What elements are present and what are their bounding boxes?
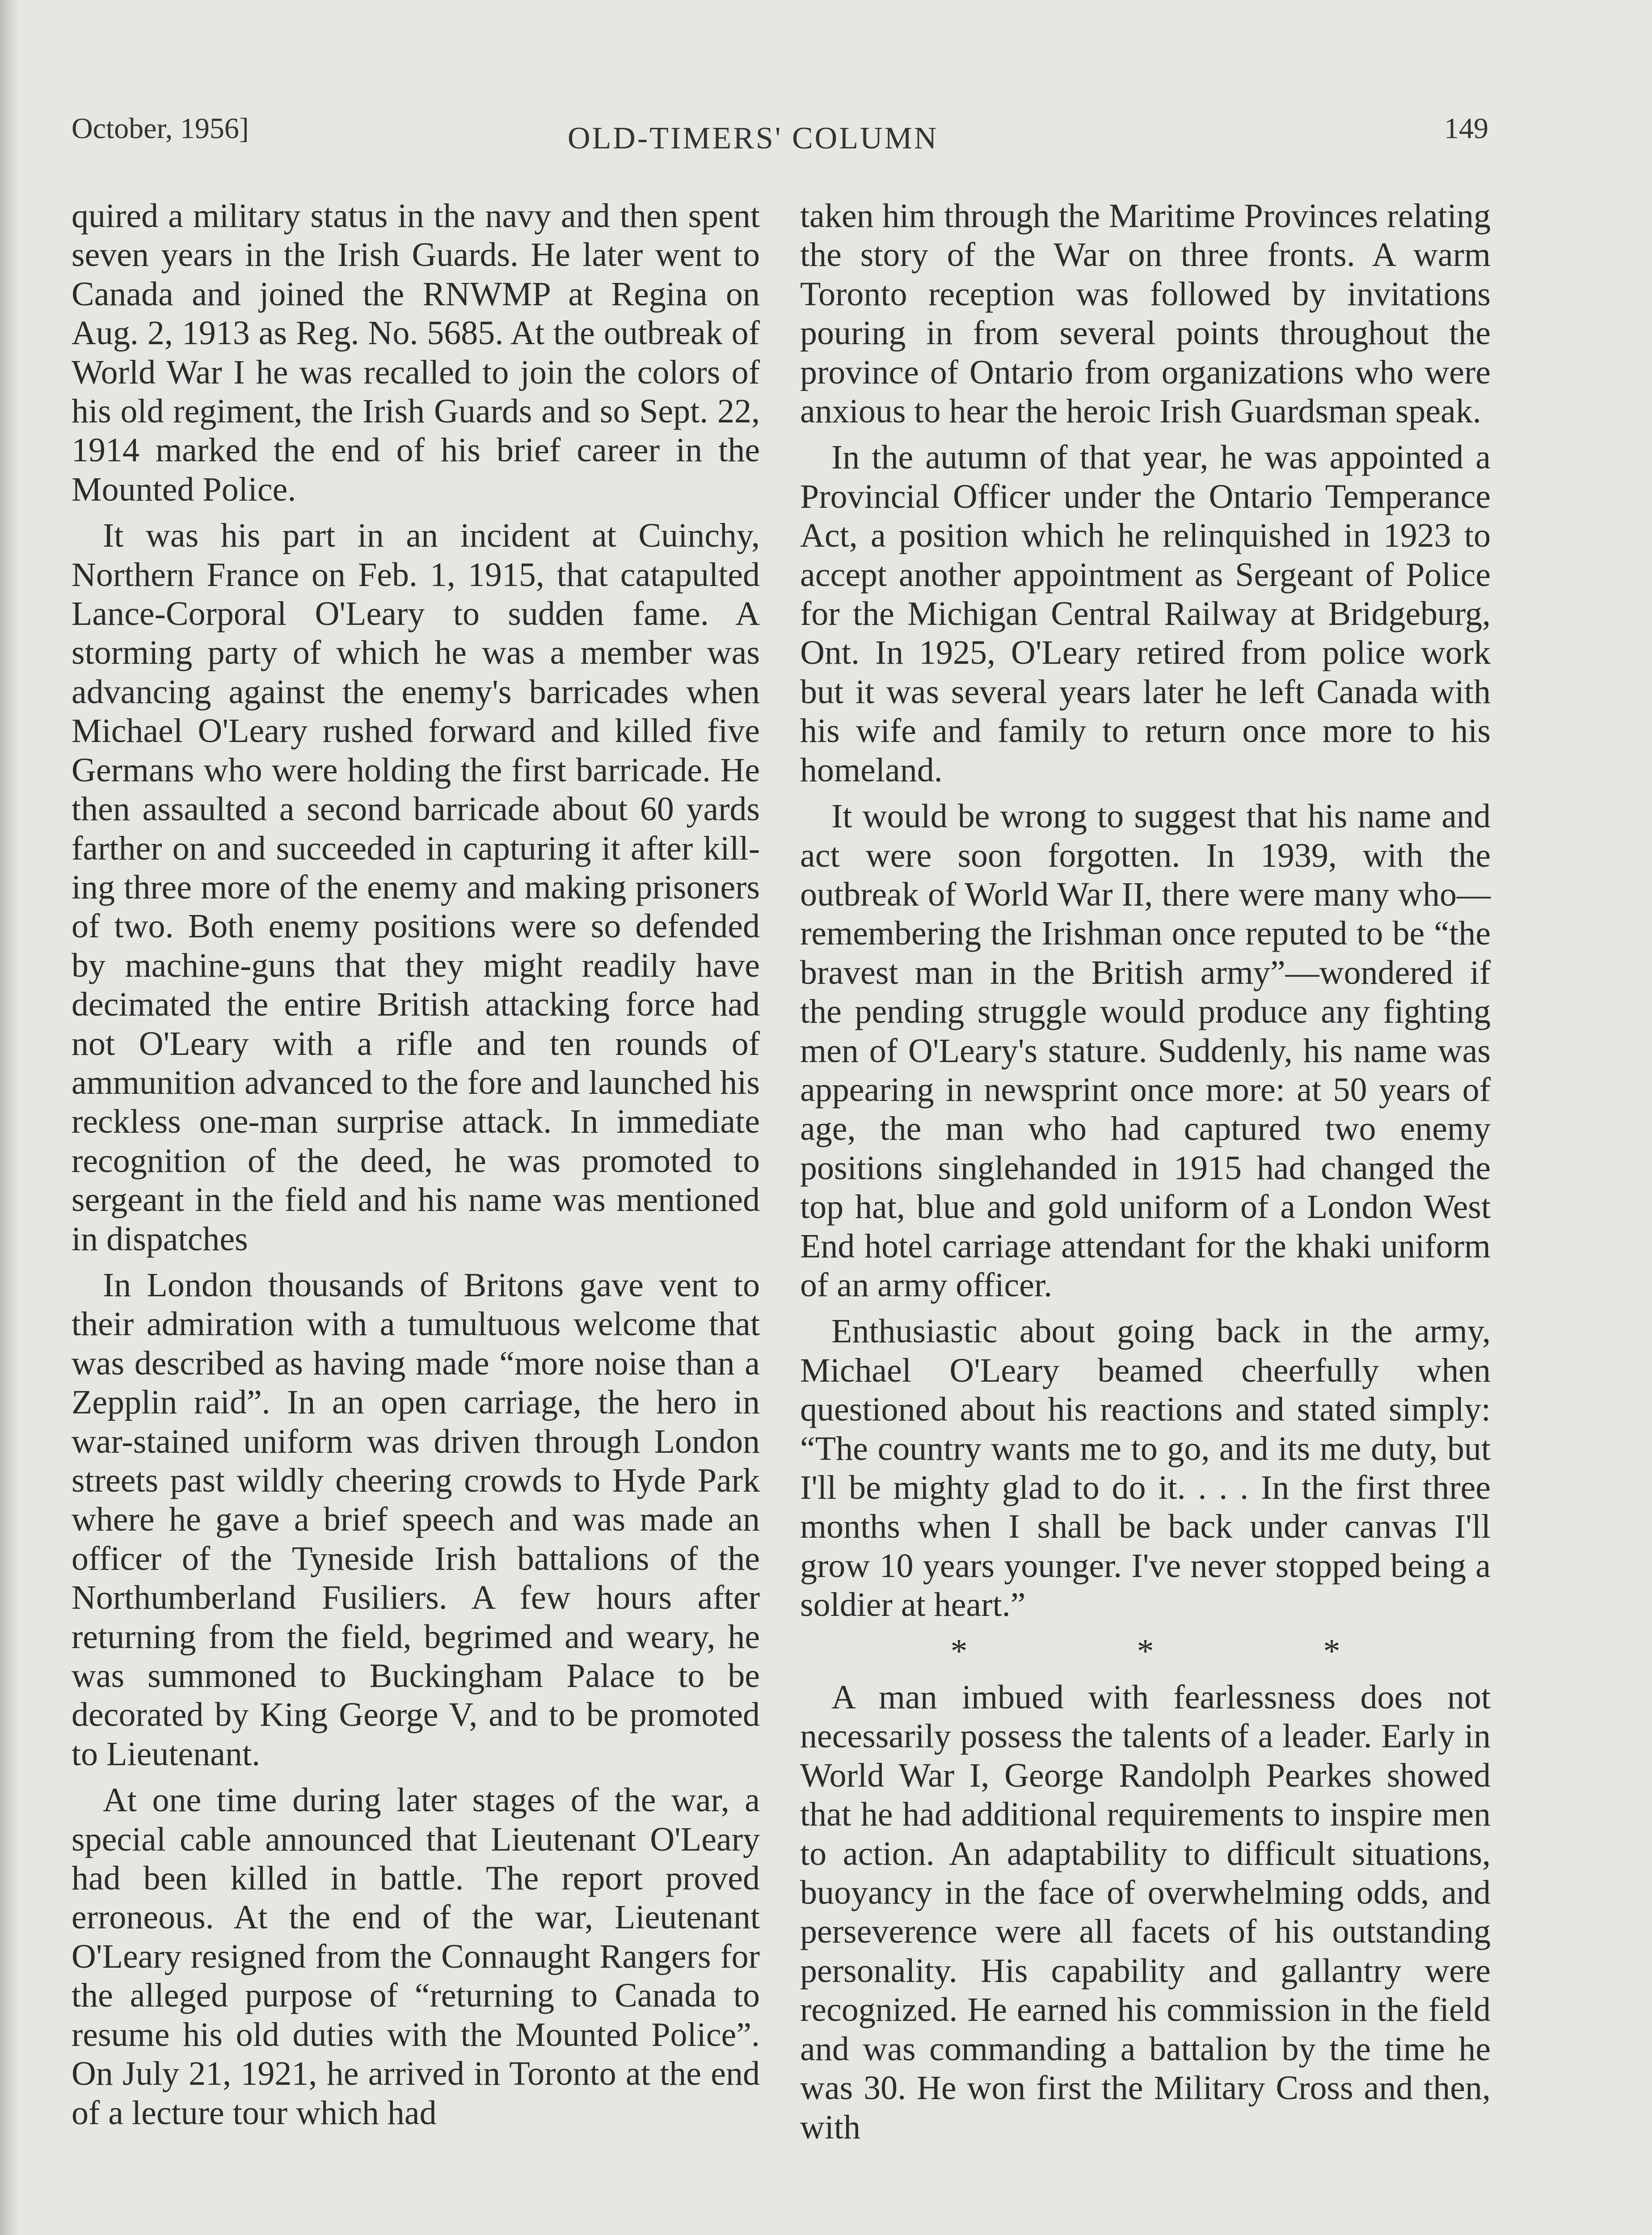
paragraph: It was his part in an incident at Cuinchy, Northern France on Feb. 1, 1915, that catapulted Lance-Corporal O'Leary to sudden fame. A storming party of which he was a member was advancing against the enemy's barricades when Michael O'Leary rushed forward and killed five Germans who were holding the first barricade. He then assaulted a second barricade about 60 yards farther on and succeeded in capturing it after killing three more of the enemy and making prisoners of two. Both enemy positions were so defended by machine-guns that they might readily have decimated the entire British attacking force had not O'Leary with a rifle and ten rounds of ammunition advanced to the fore and launched his reckless one-man surprise attack. In immediate recognition of the deed, he was promoted to sergeant in the field and his name was mentioned in dispatches (72, 517, 760, 1258)
page-edge-shadow (0, 0, 18, 2235)
running-header (72, 103, 1488, 156)
paragraph: It would be wrong to suggest that his name and act were soon forgotten. In 1939, with the outbreak of World War II, there were many who—remembering the Irishman once reputed to be “the bravest man in the British army”—wondered if the pending struggle would produce any fighting men of O'Leary's stature. Suddenly, his name was appearing in newsprint once more: at 50 years of age, the man who had captured two enemy positions singlehanded in 1915 had changed the top hat, blue and gold uniform of a London West End hotel carriage attendant for the khaki uniform of an army officer. (800, 797, 1491, 1304)
section-separator: * * * (950, 1632, 1421, 1670)
paragraph: A man imbued with fearlessness does not necessarily possess the talents of a leader. Early in World War I, George Randolph Pearkes showed that he had additional requirements to inspire men to action. An adaptability to difficult situations, buoyancy in the face of overwhelming odds, and perseverence were all facets of his outstanding personality. His capability and gallantry were recognized. He earned his commission in the field and was commanding a battalion by the time he was 30. He won first the Military Cross and then, with (800, 1678, 1491, 2146)
paragraph: taken him through the Maritime Provinces relating the story of the War on three fronts. A warm Toronto reception was followed by invitations pouring in from several points throughout the province of Ontario from organizations who were anxious to hear the heroic Irish Guardsman speak. (800, 197, 1491, 430)
paragraph: In the autumn of that year, he was appointed a Provincial Officer under the Ontario Temperance Act, a position which he relinquished in 1923 to accept another appointment as Sergeant of Police for the Michigan Central Railway at Bridgeburg, Ont. In 1925, O'Leary retired from police work but it was several years later he left Canada with his wife and family to return once more to his homeland. (800, 439, 1491, 789)
paragraph: quired a military status in the navy and then spent seven years in the Irish Guards. He later went to Canada and joined the RNWMP at Regina on Aug. 2, 1913 as Reg. No. 5685. At the outbreak of World War I he was recalled to join the colors of his old regiment, the Irish Guards and so Sept. 22, 1914 marked the end of his brief career in the Mounted Police. (72, 197, 760, 508)
left-column (72, 197, 760, 2140)
paragraph: At one time during later stages of the war, a special cable announced that Lieutenant O'Leary had been killed in battle. The report proved erroneous. At the end of the war, Lieutenant O'Leary resigned from the Connaught Rangers for the alleged purpose of “returning to Canada to resume his old duties with the Mounted Police”. On July 21, 1921, he arrived in Toronto at the end of a lecture tour which had (72, 1781, 760, 2132)
column-title: OLD-TIMERS' COLUMN (568, 121, 939, 156)
paragraph: Enthusiastic about going back in the army, Michael O'Leary beamed cheerfully when questioned about his reactions and stated simply: “The country wants me to go, and its me duty, but I'll be mighty glad to do it. . . . In the first three months when I shall be back under canvas I'll grow 10 years younger. I've never stopped being a soldier at heart.” (800, 1312, 1491, 1624)
right-column (800, 197, 1491, 2154)
issue-date: October, 1956] (72, 112, 249, 145)
page-number: 149 (1444, 112, 1488, 145)
paragraph: In London thousands of Britons gave vent to their admiration with a tumultuous welcome that was described as having made “more noise than a Zepplin raid”. In an open carriage, the hero in war-stained uniform was driven through London streets past wildly cheering crowds to Hyde Park where he gave a brief speech and was made an officer of the Tyneside Irish battalions of the Northumberland Fusiliers. A few hours after returning from the field, begrimed and weary, he was summoned to Buckingham Palace to be decorated by King George V, and to be promoted to Lieutenant. (72, 1266, 760, 1773)
